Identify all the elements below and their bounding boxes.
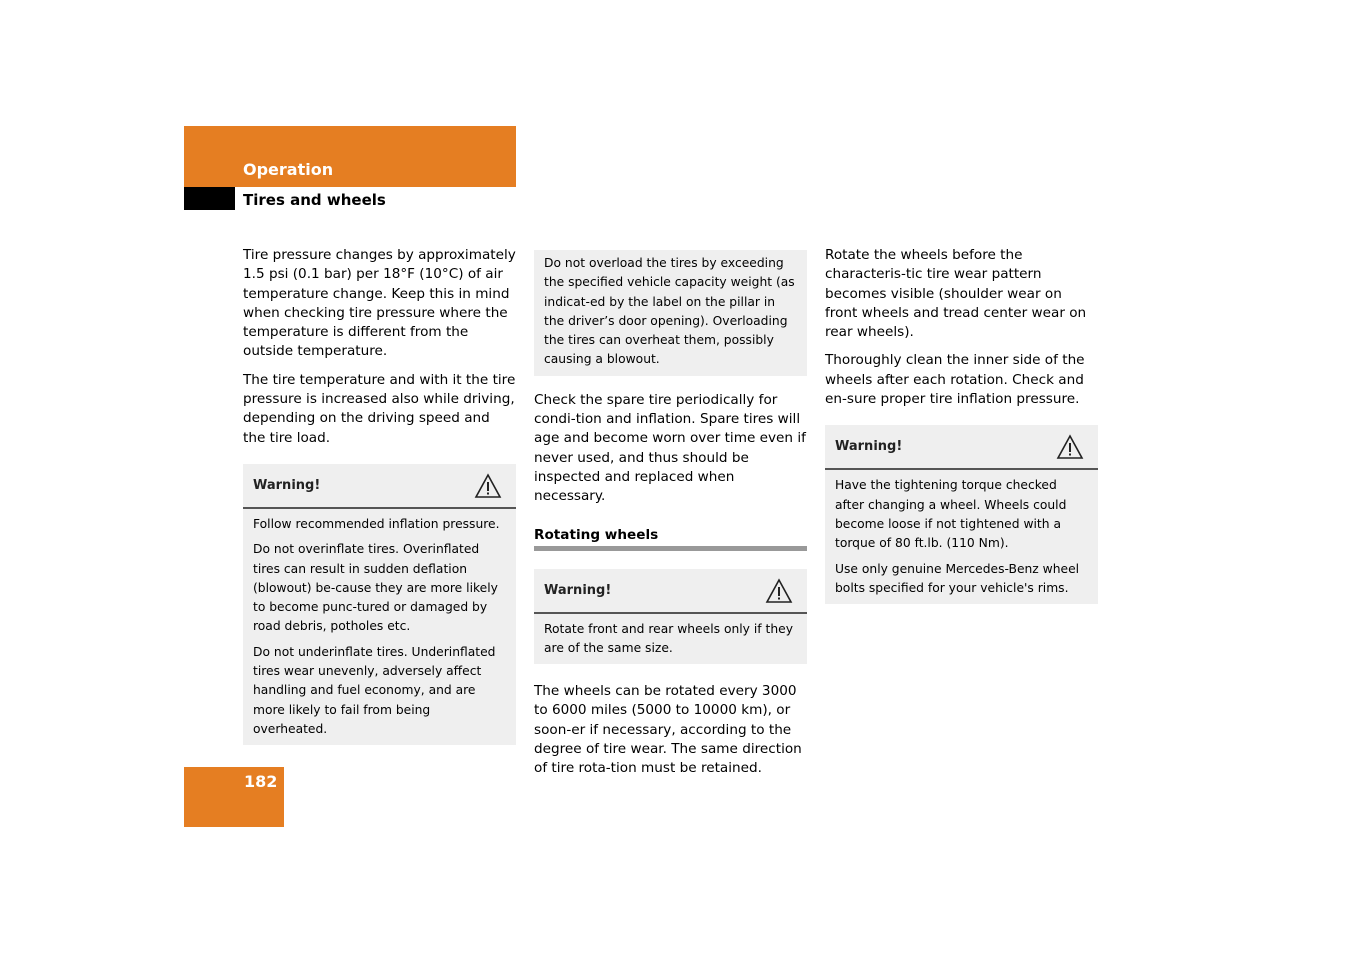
paragraph: Thoroughly clean the inner side of the wheels after each rotation. Check and en-sure proper tire inflation pressure.	[825, 352, 1085, 408]
note-text: Do not overload the tires by exceeding the specified vehicle capacity weight (as indicat-ed by the label on the pillar in the driver’s door opening). Overloading the tires can overheat them, possibly causing a blowout.	[544, 256, 795, 367]
warning-box	[825, 425, 1098, 604]
column-2	[534, 250, 807, 788]
paragraph: Rotate the wheels before the characteris-tic tire wear pattern becomes visible (shoulder wear on front wheels and tread center wear on rear wheels).	[825, 247, 1087, 341]
warning-body	[243, 509, 516, 745]
warning-triangle-icon	[1056, 434, 1084, 460]
warning-text: Use only genuine Mercedes-Benz wheel bolts specified for your vehicle's rims.	[835, 561, 1080, 595]
warning-text: Have the tightening torque checked after changing a wheel. Wheels could become loose if not tightened with a torque of 80 ft.lb. (110 Nm).	[835, 478, 1067, 551]
paragraph: Check the spare tire periodically for condi-tion and inflation. Spare tires will age and become worn over time even if never used, and thus should be inspected and replaced when necessary.	[534, 391, 806, 505]
warning-text: Rotate front and rear wheels only if they are of the same size.	[544, 621, 793, 655]
warning-box	[243, 464, 516, 745]
subsection-title: Tires and wheels	[243, 191, 386, 209]
column-3	[825, 246, 1098, 604]
header-bar	[184, 126, 516, 187]
warning-header	[825, 425, 1098, 470]
subsection-marker	[184, 187, 235, 210]
paragraph: The tire temperature and with it the tire pressure is increased also while driving, depending on the driving speed and the tire load.	[243, 371, 516, 446]
column-1	[243, 246, 516, 745]
warning-body	[825, 470, 1098, 604]
paragraph: The wheels can be rotated every 3000 to 6000 miles (5000 to 10000 km), or soon-er if necessary, according to the degree of tire wear. The same direction of tire rota-tion must be retained.	[534, 683, 802, 777]
warning-text: Follow recommended inflation pressure.	[253, 516, 500, 531]
note-box	[534, 250, 807, 376]
warning-text: Do not overinflate tires. Overinflated tires can result in sudden deflation (blowout) be-cause they are more likely to become punc-tured or damaged by road debris, potholes etc.	[253, 542, 498, 634]
warning-header	[243, 464, 516, 509]
warning-header	[534, 569, 807, 614]
warning-title: Warning!	[544, 582, 612, 598]
warning-text: Do not underinflate tires. Underinflated tires wear unevenly, adversely affect handling and fuel economy, and are more likely to fail from being overheated.	[253, 644, 496, 736]
paragraph: Tire pressure changes by approximately 1.5 psi (0.1 bar) per 18°F (10°C) of air temperature change. Keep this in mind when checking tire pressure where the temperature is different from the outside temperature.	[243, 247, 516, 360]
warning-triangle-icon	[474, 473, 502, 499]
section-title: Operation	[243, 160, 334, 179]
page-number: 182	[244, 772, 278, 791]
section-heading: Rotating wheels	[534, 527, 807, 551]
warning-triangle-icon	[765, 578, 793, 604]
warning-title: Warning!	[253, 477, 321, 493]
warning-title: Warning!	[835, 439, 903, 455]
warning-body	[534, 614, 807, 665]
warning-box	[534, 569, 807, 665]
